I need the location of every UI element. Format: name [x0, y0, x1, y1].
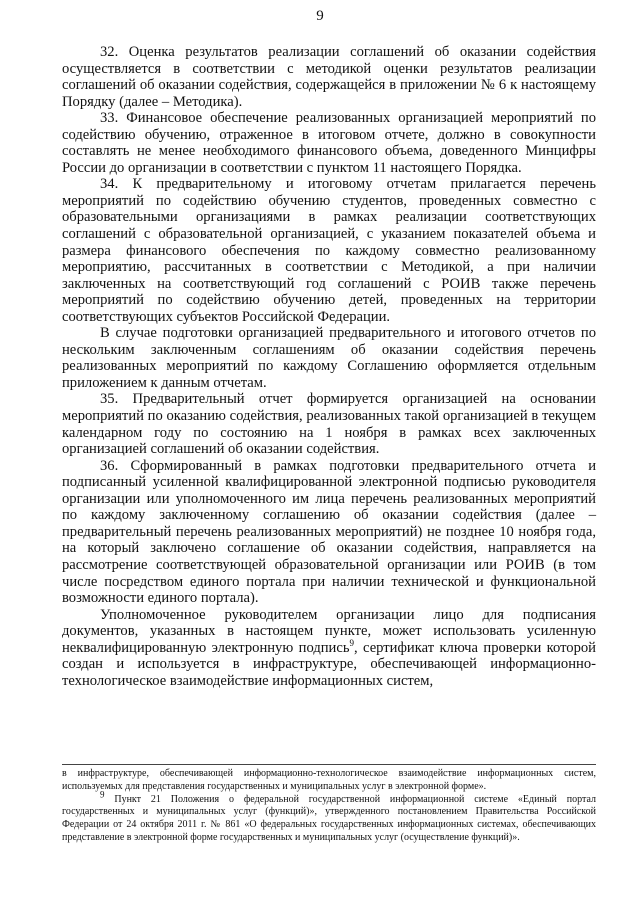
- page-number: 9: [316, 8, 324, 24]
- paragraph-34-multiple-agreements: В случае подготовки организацией предварительного и итогового отчетов по нескольким заключенным соглашениям об оказании содействия перечень реализованных мероприятий по каждому Соглашению оформляется отдельным приложением к данным отчетам.: [62, 325, 596, 391]
- paragraph-32: 32. Оценка результатов реализации соглашений об оказании содействия осуществляется в соответствии с методикой оценки результатов реализации соглашений об оказании содействия, содержащейся в приложении № 6 к настоящему Порядку (далее – Методика).: [62, 44, 596, 110]
- footnote-divider: [62, 764, 596, 765]
- footnote-continuation: в инфраструктуре, обеспечивающей информационно-технологическое взаимодействие информационных систем, используемых для представления государственных и муниципальных услуг в электронной форме».: [62, 768, 596, 792]
- signature-text-start: Уполномоченное руководителем организации лицо для подписания документов, указанных в настоящем пункте, может использовать усиленную неквалифицированную электронную подпись: [62, 606, 596, 656]
- signature-text-end: , сертификат ключа проверки которой создан и используется в инфраструктуре, обеспечивающей информационно-технологическое взаимодействие информационных систем,: [62, 639, 596, 689]
- document-body: [62, 44, 596, 689]
- paragraph-35: 35. Предварительный отчет формируется организацией на основании мероприятий по оказанию содействия, реализованных такой организацией в текущем календарном году по состоянию на 1 ноября в рамках всех заключенных организацией соглашений об оказании содействия.: [62, 391, 596, 458]
- paragraph-33: 33. Финансовое обеспечение реализованных организацией мероприятий по содействию обучению, отраженное в итоговом отчете, должно в совокупности составлять не менее необходимого финансового объема, доведенного Минцифры России до организации в соответствии с пунктом 11 настоящего Порядка.: [62, 110, 596, 176]
- footnotes: [62, 768, 596, 845]
- footnote-number: 9: [100, 789, 105, 800]
- paragraph-34: 34. К предварительному и итоговому отчетам прилагается перечень мероприятий по содействию обучению студентов, проведенных совместно с образовательными организациями в рамках реализации соответствующих соглашений с образовательной организацией, с указанием показателей объема и размера финансового обеспечения по каждому совместно реализованному мероприятию, рассчитанных в соответствии с Методикой, а при наличии заключенных на соответствующий год соглашений с РОИВ также перечень мероприятий по содействию обучению детей, проведенных на территории соответствующих субъектов Российской Федерации.: [62, 176, 596, 325]
- footnote-9: [62, 789, 596, 845]
- paragraph-36-signature: [62, 607, 596, 690]
- paragraph-36: 36. Сформированный в рамках подготовки предварительного отчета и подписанный усиленной квалифицированной электронной подписью руководителя организации или уполномоченного им лица перечень реализованных мероприятий по каждому заключенному соглашению об оказании содействия (далее – предварительный перечень реализованных мероприятий) не позднее 10 ноября года, на который заключено соглашение об оказании содействия, направляется на рассмотрение соответствующей образовательной организации или РОИВ (в том числе посредством единого портала при наличии технической и функциональной возможности единого портала).: [62, 457, 596, 607]
- footnote-reference[interactable]: 9: [349, 637, 355, 648]
- footnote-9-text: Пункт 21 Положения о федеральной государственной информационной системе «Единый портал государственных и муниципальных услуг (функций)», утвержденного постановлением Правительства Российской Федерации от 24 октября 2011 г. № 861 «О федеральных государственных информационных системах, обеспечивающих представление в электронной форме государственных и муниципальных услуг (осуществление функций)».: [62, 793, 596, 843]
